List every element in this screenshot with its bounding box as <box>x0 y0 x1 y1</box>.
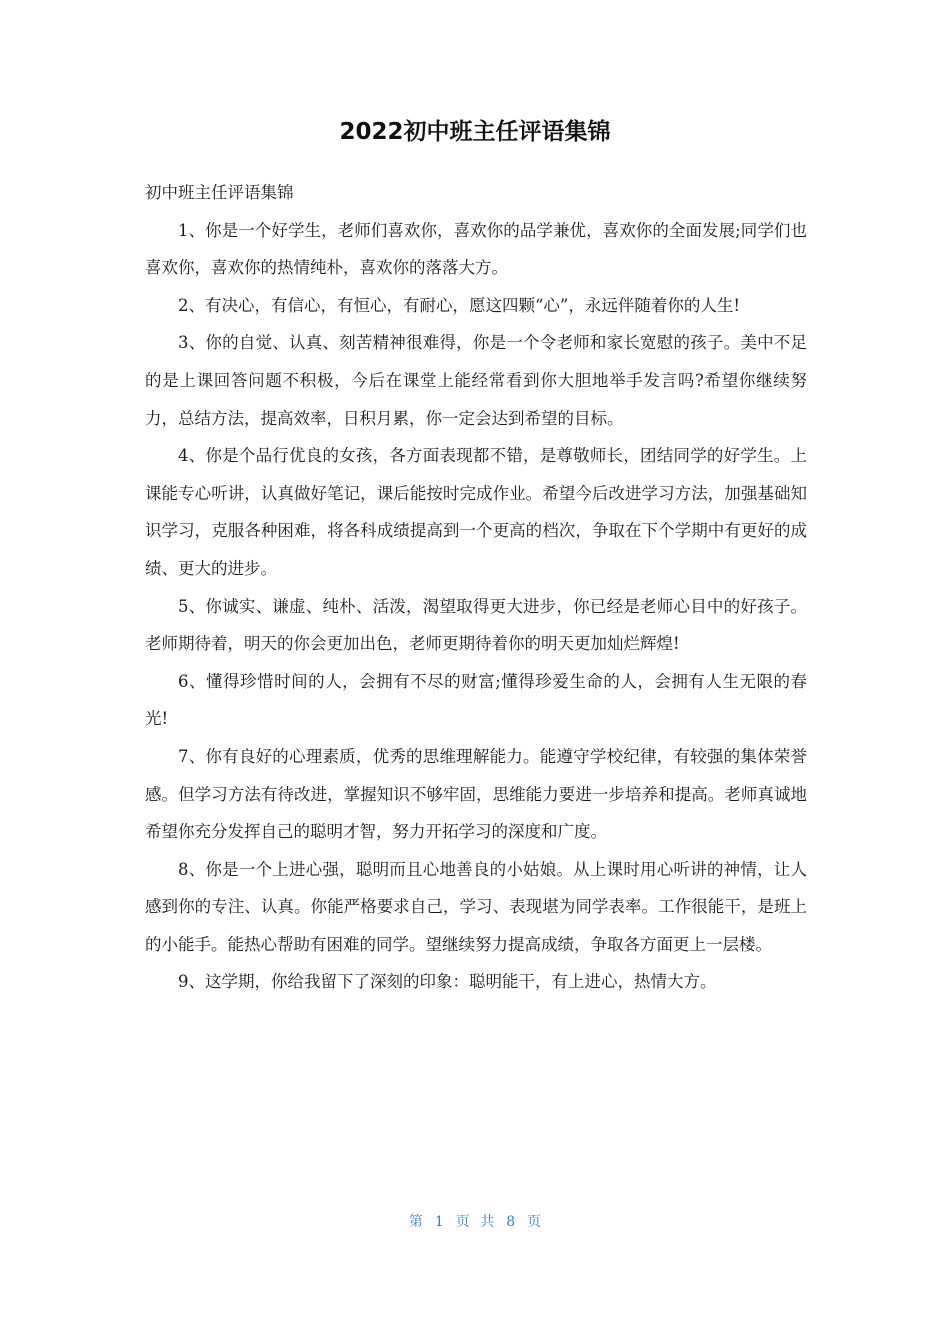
comment-paragraph-2: 2、有决心，有信心，有恒心，有耐心，愿这四颗“心”，永远伴随着你的人生! <box>178 295 740 315</box>
comment-paragraph-5: 5、你诚实、谦虚、纯朴、活泼，渴望取得更大进步，你已经是老师心目中的好孩子。老师期待着，明天的你会更加出色，老师更期待着你的明天更加灿烂辉煌! <box>145 596 807 654</box>
comment-paragraph-3: 3、你的自觉、认真、刻苦精神很难得，你是一个令老师和家长宽慰的孩子。美中不足的是上课回答问题不积极，今后在课堂上能经常看到你大胆地举手发言吗?希望你继续努力，总结方法，提高效率，日积月累，你一定会达到希望的目标。 <box>145 333 807 428</box>
page-total: 8 <box>506 1214 516 1230</box>
comment-paragraph-6: 6、懂得珍惜时间的人，会拥有不尽的财富;懂得珍爱生命的人，会拥有人生无限的春光! <box>145 671 807 729</box>
document-title: 2022初中班主任评语集锦 <box>339 119 611 145</box>
comment-paragraph-1: 1、你是一个好学生，老师们喜欢你，喜欢你的品学兼优，喜欢你的全面发展;同学们也喜欢你，喜欢你的热情纯朴，喜欢你的落落大方。 <box>145 220 807 278</box>
page-number-footer <box>0 1211 950 1233</box>
page-middle: 页 共 <box>455 1214 495 1230</box>
page-current: 1 <box>434 1214 444 1230</box>
document-body <box>145 174 807 1001</box>
page-prefix: 第 <box>408 1214 423 1230</box>
comment-paragraph-7: 7、你有良好的心理素质，优秀的思维理解能力。能遵守学校纪律，有较强的集体荣誉感。但学习方法有待改进，掌握知识不够牢固，思维能力要进一步培养和提高。老师真诚地希望你充分发挥自己的聪明才智，努力开拓学习的深度和广度。 <box>145 746 807 842</box>
document-subtitle: 初中班主任评语集锦 <box>145 183 294 202</box>
comment-paragraph-9: 9、这学期，你给我留下了深刻的印象：聪明能干，有上进心，热情大方。 <box>178 972 717 992</box>
page-suffix: 页 <box>527 1214 542 1230</box>
comment-paragraph-4: 4、你是个品行优良的女孩，各方面表现都不错，是尊敬师长，团结同学的好学生。上课能专心听讲，认真做好笔记，课后能按时完成作业。希望今后改进学习方法，加强基础知识学习，克服各种困难，将各科成绩提高到一个更高的档次，争取在下个学期中有更好的成绩、更大的进步。 <box>145 446 807 578</box>
comment-paragraph-8: 8、你是一个上进心强，聪明而且心地善良的小姑娘。从上课时用心听讲的神情，让人感到你的专注、认真。你能严格要求自己，学习、表现堪为同学表率。工作很能干，是班上的小能手。能热心帮助有困难的同学。望继续努力提高成绩，争取各方面更上一层楼。 <box>145 859 807 954</box>
